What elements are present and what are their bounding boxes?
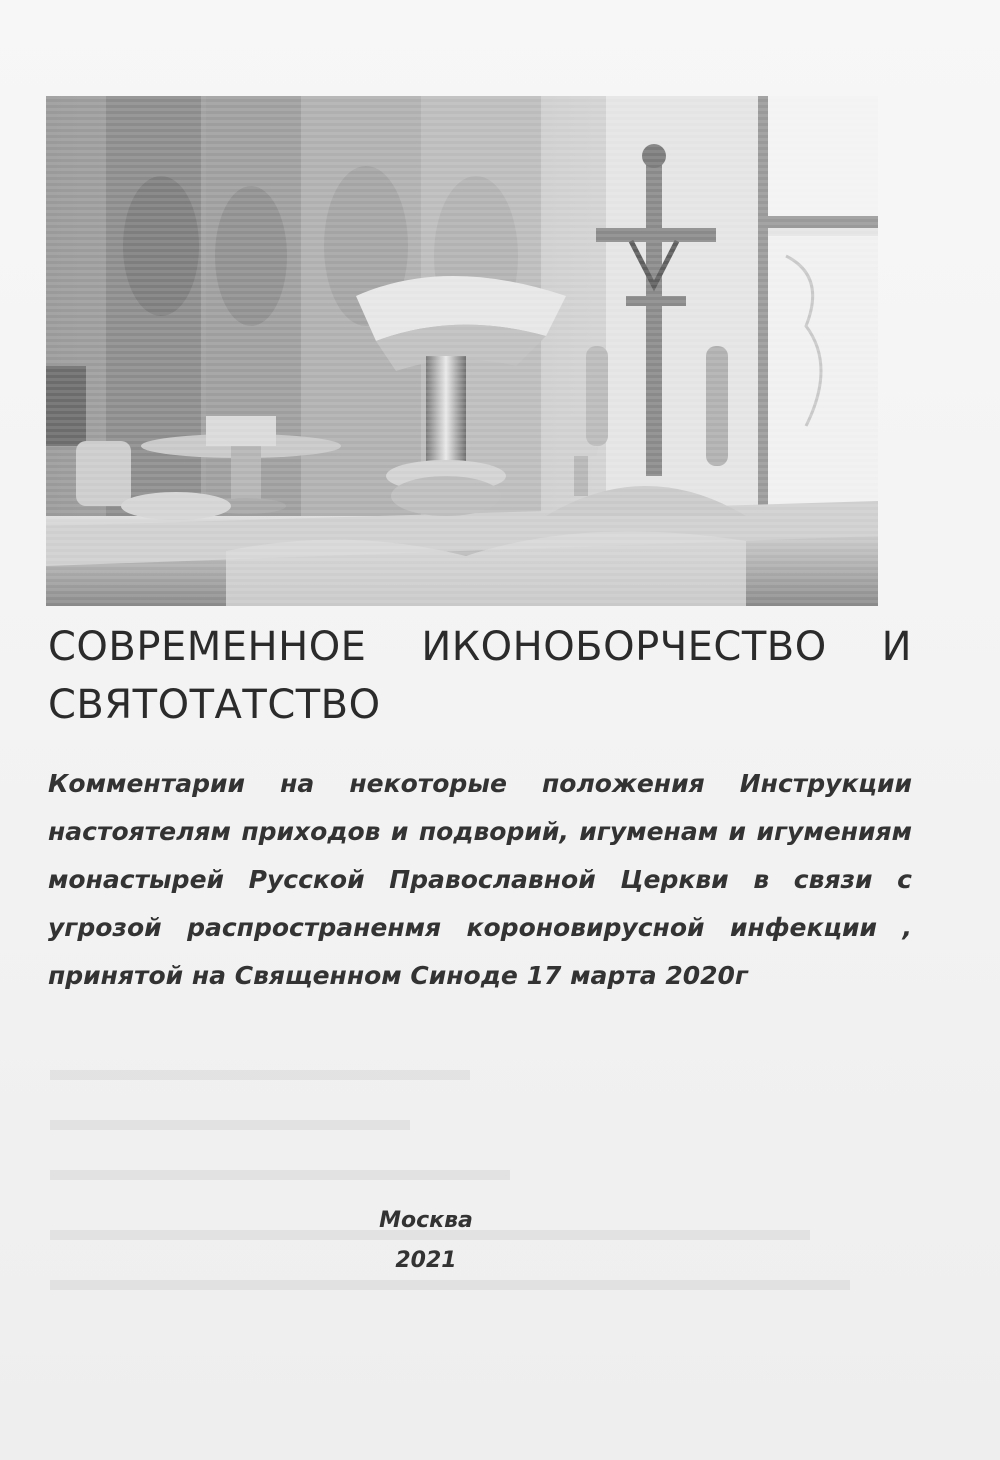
- publication-city: Москва: [379, 1208, 473, 1233]
- cover-photo: [46, 96, 878, 606]
- document-title: СОВРЕМЕННОЕ ИКОНОБОРЧЕСТВО И СВЯТОТАТСТВО: [48, 624, 912, 728]
- altar-photo-illustration: [46, 96, 878, 606]
- document-subtitle: Комментарии на некоторые положения Инструкции настоятелям приходов и подворий, игуменам и игумениям монастырей Русской Православной Церкви в связи с угрозой распространенмя короновирусной инфекции , принятой на Священном Синоде 17 марта 2020г: [48, 769, 912, 990]
- publication-year: 2021: [395, 1248, 457, 1273]
